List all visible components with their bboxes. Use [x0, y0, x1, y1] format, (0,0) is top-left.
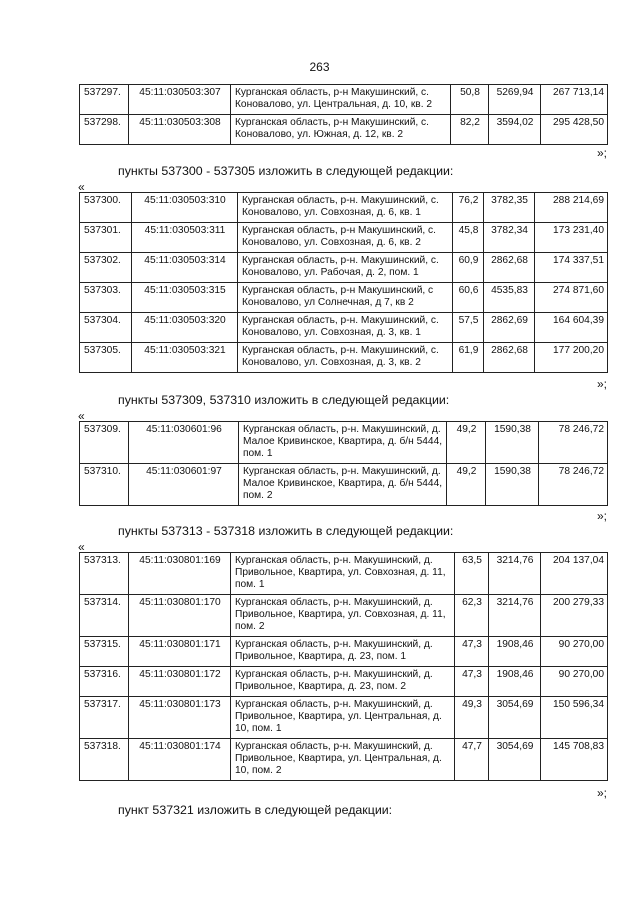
cadastral-cost-cell: 90 270,00	[541, 667, 608, 697]
cadastral-number-cell: 45:11:030503:315	[132, 283, 238, 313]
rate-cell: 2862,69	[484, 313, 535, 343]
cadastral-number-cell: 45:11:030503:311	[132, 223, 238, 253]
table-row	[80, 464, 608, 506]
table-row	[80, 223, 608, 253]
cadastral-number-cell: 45:11:030503:308	[129, 115, 231, 145]
address-cell: Курганская область, р-н. Макушинский, д. Малое Кривинское, Квартира, д. б/н 5444, пом. 1	[239, 422, 447, 464]
area-cell: 47,7	[455, 739, 489, 781]
area-cell: 63,5	[455, 553, 489, 595]
row-number-cell: 537300.	[80, 193, 132, 223]
row-number-cell: 537298.	[80, 115, 129, 145]
row-number-cell: 537314.	[80, 595, 129, 637]
area-cell: 60,9	[453, 253, 484, 283]
register-table-body	[80, 422, 608, 506]
area-cell: 47,3	[455, 667, 489, 697]
table-row	[80, 739, 608, 781]
rate-cell: 3214,76	[489, 553, 541, 595]
row-number-cell: 537297.	[80, 85, 129, 115]
row-number-cell: 537301.	[80, 223, 132, 253]
register-table-2	[79, 192, 608, 373]
cadastral-cost-cell: 78 246,72	[539, 464, 608, 506]
cadastral-number-cell: 45:11:030801:173	[129, 697, 231, 739]
cadastral-number-cell: 45:11:030503:314	[132, 253, 238, 283]
table-row	[80, 667, 608, 697]
table-row	[80, 253, 608, 283]
cadastral-cost-cell: 267 713,14	[541, 85, 608, 115]
area-cell: 47,3	[455, 637, 489, 667]
opening-quote: «	[78, 180, 85, 194]
area-cell: 49,3	[455, 697, 489, 739]
table-row	[80, 313, 608, 343]
opening-quote: «	[78, 409, 85, 423]
rate-cell: 4535,83	[484, 283, 535, 313]
cadastral-number-cell: 45:11:030801:174	[129, 739, 231, 781]
cadastral-cost-cell: 78 246,72	[539, 422, 608, 464]
area-cell: 82,2	[451, 115, 489, 145]
cadastral-cost-cell: 200 279,33	[541, 595, 608, 637]
cadastral-number-cell: 45:11:030503:320	[132, 313, 238, 343]
register-table-1	[79, 84, 608, 145]
closing-quote: »;	[597, 377, 608, 391]
cadastral-cost-cell: 150 596,34	[541, 697, 608, 739]
row-number-cell: 537315.	[80, 637, 129, 667]
area-cell: 49,2	[447, 464, 486, 506]
register-table-body	[80, 193, 608, 373]
cadastral-cost-cell: 177 200,20	[535, 343, 608, 373]
address-cell: Курганская область, р-н Макушинский, с. Коновалово, ул. Южная, д. 12, кв. 2	[231, 115, 451, 145]
address-cell: Курганская область, р-н. Макушинский, с. Коновалово, ул. Совхозная, д. 6, кв. 1	[238, 193, 453, 223]
area-cell: 45,8	[453, 223, 484, 253]
rate-cell: 1590,38	[486, 422, 539, 464]
table-row	[80, 283, 608, 313]
register-table-3	[79, 421, 608, 506]
row-number-cell: 537318.	[80, 739, 129, 781]
cadastral-cost-cell: 145 708,83	[541, 739, 608, 781]
cadastral-cost-cell: 274 871,60	[535, 283, 608, 313]
rate-cell: 3214,76	[489, 595, 541, 637]
rate-cell: 2862,68	[484, 343, 535, 373]
table-row	[80, 637, 608, 667]
cadastral-cost-cell: 288 214,69	[535, 193, 608, 223]
cadastral-number-cell: 45:11:030601:96	[129, 422, 239, 464]
rate-cell: 3054,69	[489, 739, 541, 781]
row-number-cell: 537317.	[80, 697, 129, 739]
row-number-cell: 537302.	[80, 253, 132, 283]
area-cell: 49,2	[447, 422, 486, 464]
cadastral-cost-cell: 164 604,39	[535, 313, 608, 343]
area-cell: 50,8	[451, 85, 489, 115]
address-cell: Курганская область, р-н. Макушинский, д. Привольное, Квартира, ул. Совхозная, д. 11, пом. 2	[231, 595, 455, 637]
row-number-cell: 537304.	[80, 313, 132, 343]
address-cell: Курганская область, р-н. Макушинский, д. Привольное, Квартира, д. 23, пом. 1	[231, 637, 455, 667]
cadastral-number-cell: 45:11:030801:170	[129, 595, 231, 637]
opening-quote: «	[78, 540, 85, 554]
address-cell: Курганская область, р-н Макушинский, с Коновалово, ул Солнечная, д 7, кв 2	[238, 283, 453, 313]
area-cell: 57,5	[453, 313, 484, 343]
cadastral-number-cell: 45:11:030503:307	[129, 85, 231, 115]
address-cell: Курганская область, р-н. Макушинский, д. Привольное, Квартира, ул. Центральная, д. 10, пом. 1	[231, 697, 455, 739]
row-number-cell: 537303.	[80, 283, 132, 313]
cadastral-cost-cell: 174 337,51	[535, 253, 608, 283]
section-heading: пункты 537313 - 537318 изложить в следующей редакции:	[118, 524, 454, 538]
rate-cell: 1908,46	[489, 637, 541, 667]
closing-quote: »;	[597, 786, 608, 800]
rate-cell: 3594,02	[489, 115, 541, 145]
cadastral-number-cell: 45:11:030601:97	[129, 464, 239, 506]
address-cell: Курганская область, р-н. Макушинский, д. Привольное, Квартира, ул. Совхозная, д. 11, пом. 1	[231, 553, 455, 595]
table-row	[80, 193, 608, 223]
rate-cell: 3782,34	[484, 223, 535, 253]
row-number-cell: 537313.	[80, 553, 129, 595]
rate-cell: 3054,69	[489, 697, 541, 739]
rate-cell: 5269,94	[489, 85, 541, 115]
table-row	[80, 343, 608, 373]
cadastral-number-cell: 45:11:030801:172	[129, 667, 231, 697]
table-row	[80, 115, 608, 145]
address-cell: Курганская область, р-н. Макушинский, с. Коновалово, ул. Совхозная, д. 3, кв. 2	[238, 343, 453, 373]
rate-cell: 3782,35	[484, 193, 535, 223]
cadastral-number-cell: 45:11:030503:310	[132, 193, 238, 223]
register-table-body	[80, 553, 608, 781]
closing-quote: »;	[597, 146, 608, 160]
cadastral-number-cell: 45:11:030801:171	[129, 637, 231, 667]
area-cell: 62,3	[455, 595, 489, 637]
row-number-cell: 537305.	[80, 343, 132, 373]
area-cell: 61,9	[453, 343, 484, 373]
page-number: 263	[309, 60, 330, 74]
rate-cell: 1908,46	[489, 667, 541, 697]
address-cell: Курганская область, р-н Макушинский, с. Коновалово, ул. Совхозная, д. 6, кв. 2	[238, 223, 453, 253]
rate-cell: 1590,38	[486, 464, 539, 506]
register-table-body	[80, 85, 608, 145]
cadastral-cost-cell: 295 428,50	[541, 115, 608, 145]
cadastral-cost-cell: 173 231,40	[535, 223, 608, 253]
row-number-cell: 537316.	[80, 667, 129, 697]
closing-quote: »;	[597, 509, 608, 523]
section-heading: пункты 537300 - 537305 изложить в следующей редакции:	[118, 164, 454, 178]
register-table-4	[79, 552, 608, 781]
rate-cell: 2862,68	[484, 253, 535, 283]
section-heading: пункты 537309, 537310 изложить в следующей редакции:	[118, 393, 450, 407]
address-cell: Курганская область, р-н. Макушинский, д. Малое Кривинское, Квартира, д. б/н 5444, пом. 2	[239, 464, 447, 506]
table-row	[80, 422, 608, 464]
row-number-cell: 537309.	[80, 422, 129, 464]
table-row	[80, 553, 608, 595]
cadastral-number-cell: 45:11:030503:321	[132, 343, 238, 373]
address-cell: Курганская область, р-н. Макушинский, д. Привольное, Квартира, ул. Центральная, д. 10, пом. 2	[231, 739, 455, 781]
table-row	[80, 697, 608, 739]
cadastral-cost-cell: 204 137,04	[541, 553, 608, 595]
address-cell: Курганская область, р-н. Макушинский, с. Коновалово, ул. Совхозная, д. 3, кв. 1	[238, 313, 453, 343]
cadastral-number-cell: 45:11:030801:169	[129, 553, 231, 595]
area-cell: 60,6	[453, 283, 484, 313]
final-heading: пункт 537321 изложить в следующей редакции:	[118, 803, 393, 817]
address-cell: Курганская область, р-н Макушинский, с. Коновалово, ул. Центральная, д. 10, кв. 2	[231, 85, 451, 115]
table-row	[80, 595, 608, 637]
row-number-cell: 537310.	[80, 464, 129, 506]
table-row	[80, 85, 608, 115]
address-cell: Курганская область, р-н. Макушинский, д. Привольное, Квартира, д. 23, пом. 2	[231, 667, 455, 697]
cadastral-cost-cell: 90 270,00	[541, 637, 608, 667]
address-cell: Курганская область, р-н. Макушинский, с. Коновалово, ул. Рабочая, д. 2, пом. 1	[238, 253, 453, 283]
area-cell: 76,2	[453, 193, 484, 223]
